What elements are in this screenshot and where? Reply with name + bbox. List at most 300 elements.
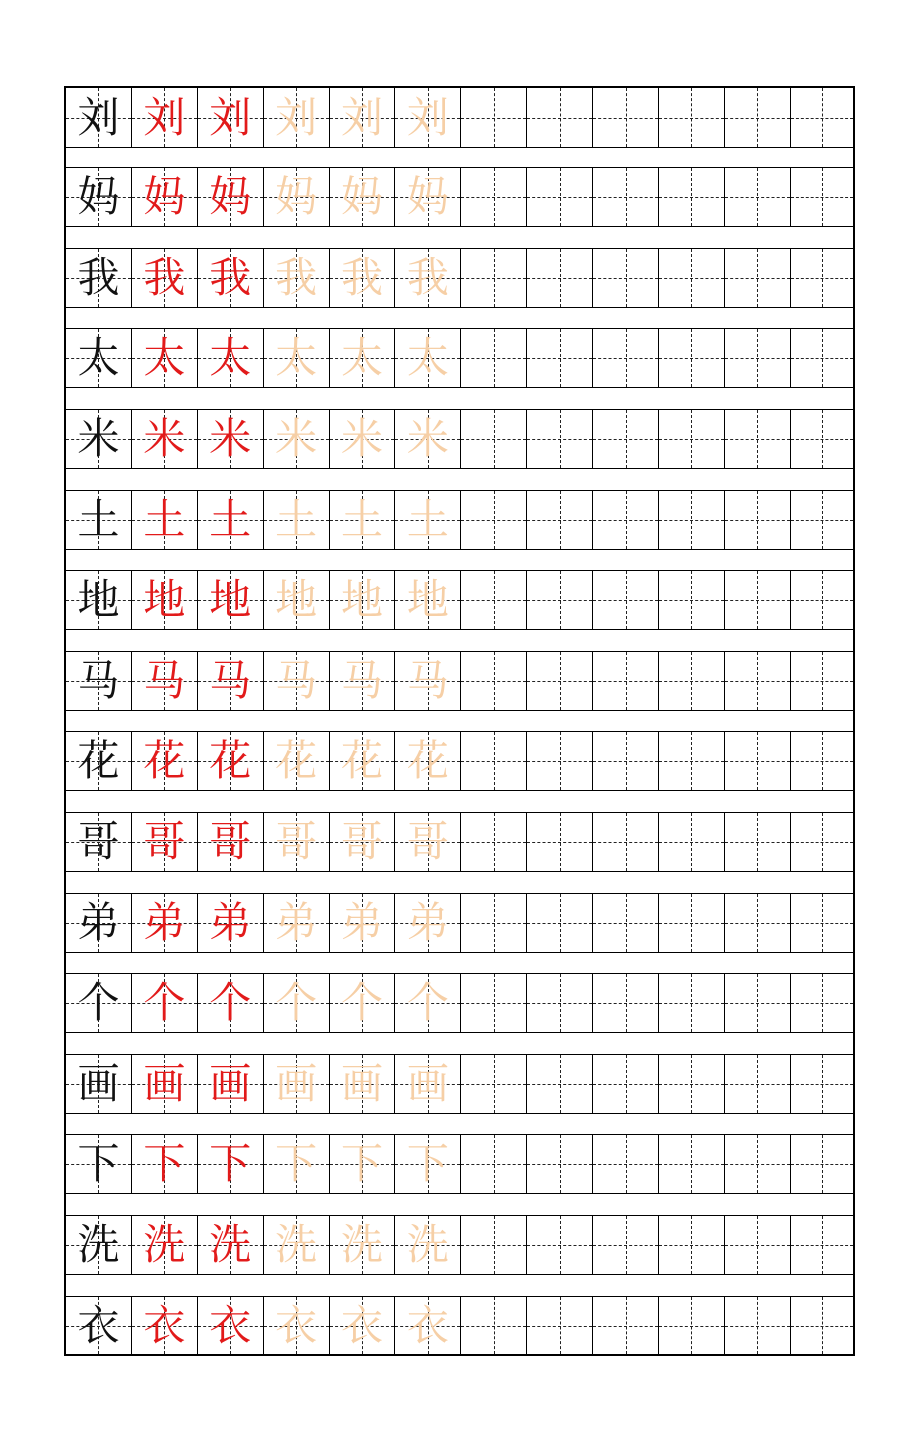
trace-character: 地 [275, 575, 318, 624]
trace-character: 下 [275, 1139, 318, 1188]
blank-writing-cell[interactable] [725, 491, 791, 549]
blank-writing-cell[interactable] [725, 410, 791, 468]
red-example-character: 衣 [209, 1300, 252, 1350]
red-example-cell [132, 813, 198, 871]
trace-character-cell [264, 1297, 330, 1354]
red-example-cell [198, 168, 264, 226]
blank-writing-cell[interactable] [725, 249, 791, 307]
practice-row [66, 1054, 853, 1114]
blank-writing-cell[interactable] [791, 249, 853, 307]
trace-character: 米 [275, 414, 318, 463]
trace-character-cell [395, 329, 461, 387]
character-practice-sheet [64, 86, 855, 1356]
model-character-cell [66, 249, 132, 307]
red-example-character: 马 [209, 656, 252, 705]
trace-character: 太 [275, 333, 318, 382]
red-example-character: 妈 [143, 172, 186, 221]
blank-writing-cell[interactable] [725, 652, 791, 710]
trace-character: 弟 [341, 898, 384, 947]
practice-row [66, 248, 853, 308]
model-character-cell [66, 571, 132, 629]
model-character-cell [66, 491, 132, 549]
practice-row [66, 570, 853, 630]
blank-writing-cell[interactable] [593, 652, 659, 710]
trace-character-cell [264, 1055, 330, 1113]
blank-writing-cell[interactable] [593, 571, 659, 629]
trace-character: 洗 [406, 1220, 449, 1269]
model-character: 洗 [77, 1220, 120, 1269]
red-example-character: 弟 [209, 898, 252, 947]
trace-character-cell [330, 732, 396, 790]
red-example-cell [198, 894, 264, 952]
blank-writing-cell[interactable] [725, 168, 791, 226]
trace-character-cell [395, 571, 461, 629]
red-example-cell [132, 732, 198, 790]
practice-row [66, 973, 853, 1033]
trace-character-cell [330, 894, 396, 952]
trace-character: 太 [341, 333, 384, 382]
trace-character-cell [264, 652, 330, 710]
blank-writing-cell[interactable] [659, 88, 725, 147]
blank-writing-cell[interactable] [725, 813, 791, 871]
model-character-cell [66, 88, 132, 147]
trace-character: 弟 [275, 898, 318, 947]
model-character: 衣 [77, 1300, 120, 1350]
trace-character: 土 [341, 495, 384, 544]
trace-character: 洗 [275, 1220, 318, 1269]
blank-writing-cell[interactable] [461, 168, 527, 226]
red-example-cell [198, 974, 264, 1032]
red-example-character: 太 [209, 333, 252, 382]
trace-character-cell [264, 1216, 330, 1274]
model-character-cell [66, 410, 132, 468]
trace-character: 马 [406, 656, 449, 705]
red-example-cell [198, 571, 264, 629]
red-example-character: 我 [209, 253, 252, 302]
blank-writing-cell[interactable] [659, 1297, 725, 1354]
blank-writing-cell[interactable] [593, 168, 659, 226]
blank-writing-cell[interactable] [659, 813, 725, 871]
trace-character: 米 [406, 414, 449, 463]
model-character-cell [66, 732, 132, 790]
blank-writing-cell[interactable] [659, 732, 725, 790]
red-example-character: 画 [209, 1059, 252, 1108]
blank-writing-cell[interactable] [461, 1297, 527, 1354]
trace-character: 太 [406, 333, 449, 382]
red-example-cell [132, 894, 198, 952]
red-example-cell [132, 1055, 198, 1113]
red-example-character: 我 [143, 253, 186, 302]
blank-writing-cell[interactable] [659, 168, 725, 226]
red-example-cell [198, 491, 264, 549]
red-example-cell [132, 168, 198, 226]
red-example-cell [198, 652, 264, 710]
blank-writing-cell[interactable] [527, 652, 593, 710]
blank-writing-cell[interactable] [593, 732, 659, 790]
blank-writing-cell[interactable] [725, 88, 791, 147]
practice-row [66, 167, 853, 227]
practice-row [66, 812, 853, 872]
red-example-character: 弟 [143, 898, 186, 947]
practice-row [66, 328, 853, 388]
blank-writing-cell[interactable] [461, 249, 527, 307]
model-character: 我 [77, 253, 120, 302]
blank-writing-cell[interactable] [725, 974, 791, 1032]
red-example-character: 土 [209, 495, 252, 544]
blank-writing-cell[interactable] [527, 491, 593, 549]
practice-row [66, 731, 853, 791]
red-example-cell [198, 1216, 264, 1274]
blank-writing-cell[interactable] [725, 329, 791, 387]
red-example-cell [132, 974, 198, 1032]
red-example-cell [198, 813, 264, 871]
blank-writing-cell[interactable] [659, 1216, 725, 1274]
red-example-character: 下 [143, 1139, 186, 1188]
red-example-cell [198, 249, 264, 307]
trace-character: 下 [406, 1139, 449, 1188]
trace-character: 我 [275, 253, 318, 302]
practice-row [66, 409, 853, 469]
trace-character: 画 [341, 1059, 384, 1108]
red-example-character: 刘 [209, 92, 252, 142]
trace-character-cell [330, 410, 396, 468]
blank-writing-cell[interactable] [791, 491, 853, 549]
red-example-cell [132, 410, 198, 468]
blank-writing-cell[interactable] [659, 1055, 725, 1113]
trace-character-cell [330, 249, 396, 307]
trace-character-cell [264, 88, 330, 147]
red-example-character: 洗 [209, 1220, 252, 1269]
blank-writing-cell[interactable] [461, 329, 527, 387]
trace-character: 弟 [406, 898, 449, 947]
blank-writing-cell[interactable] [659, 894, 725, 952]
red-example-character: 米 [143, 414, 186, 463]
blank-writing-cell[interactable] [461, 974, 527, 1032]
blank-writing-cell[interactable] [725, 1055, 791, 1113]
trace-character-cell [330, 652, 396, 710]
red-example-cell [132, 1297, 198, 1354]
red-example-character: 地 [209, 575, 252, 624]
trace-character: 马 [275, 656, 318, 705]
trace-character-cell [330, 974, 396, 1032]
blank-writing-cell[interactable] [659, 249, 725, 307]
blank-writing-cell[interactable] [527, 571, 593, 629]
trace-character-cell [330, 168, 396, 226]
model-character: 地 [77, 575, 120, 624]
trace-character-cell [264, 894, 330, 952]
trace-character: 衣 [275, 1300, 318, 1350]
model-character: 哥 [77, 817, 120, 866]
blank-writing-cell[interactable] [527, 88, 593, 147]
blank-writing-cell[interactable] [725, 732, 791, 790]
model-character: 弟 [77, 898, 120, 947]
blank-writing-cell[interactable] [659, 652, 725, 710]
model-character: 下 [77, 1139, 120, 1188]
model-character: 花 [77, 736, 120, 785]
blank-writing-cell[interactable] [527, 410, 593, 468]
model-character-cell [66, 652, 132, 710]
blank-writing-cell[interactable] [725, 1135, 791, 1193]
model-character-cell [66, 1216, 132, 1274]
blank-writing-cell[interactable] [791, 88, 853, 147]
trace-character: 刘 [275, 92, 318, 142]
blank-writing-cell[interactable] [725, 894, 791, 952]
blank-writing-cell[interactable] [725, 1297, 791, 1354]
blank-writing-cell[interactable] [527, 168, 593, 226]
trace-character-cell [330, 491, 396, 549]
trace-character: 衣 [406, 1300, 449, 1350]
trace-character-cell [395, 410, 461, 468]
practice-row [66, 1296, 853, 1354]
blank-writing-cell[interactable] [527, 1055, 593, 1113]
model-character-cell [66, 329, 132, 387]
trace-character: 我 [341, 253, 384, 302]
blank-writing-cell[interactable] [791, 1216, 853, 1274]
blank-writing-cell[interactable] [791, 1055, 853, 1113]
practice-row [66, 1215, 853, 1275]
blank-writing-cell[interactable] [791, 974, 853, 1032]
trace-character-cell [264, 813, 330, 871]
blank-writing-cell[interactable] [461, 813, 527, 871]
blank-writing-cell[interactable] [659, 974, 725, 1032]
model-character-cell [66, 1135, 132, 1193]
blank-writing-cell[interactable] [527, 329, 593, 387]
trace-character: 花 [275, 736, 318, 785]
model-character: 画 [77, 1059, 120, 1108]
practice-row [66, 490, 853, 550]
red-example-character: 土 [143, 495, 186, 544]
blank-writing-cell[interactable] [725, 571, 791, 629]
trace-character: 花 [406, 736, 449, 785]
blank-writing-cell[interactable] [461, 571, 527, 629]
blank-writing-cell[interactable] [461, 732, 527, 790]
trace-character: 画 [275, 1059, 318, 1108]
blank-writing-cell[interactable] [593, 329, 659, 387]
trace-character: 花 [341, 736, 384, 785]
trace-character-cell [395, 813, 461, 871]
trace-character-cell [395, 1297, 461, 1354]
trace-character-cell [395, 732, 461, 790]
red-example-character: 个 [143, 978, 186, 1027]
red-example-cell [198, 1297, 264, 1354]
model-character: 妈 [77, 172, 120, 221]
blank-writing-cell[interactable] [659, 571, 725, 629]
red-example-character: 太 [143, 333, 186, 382]
trace-character: 画 [406, 1059, 449, 1108]
blank-writing-cell[interactable] [791, 168, 853, 226]
blank-writing-cell[interactable] [659, 410, 725, 468]
trace-character-cell [264, 974, 330, 1032]
model-character: 土 [77, 495, 120, 544]
blank-writing-cell[interactable] [461, 1135, 527, 1193]
trace-character-cell [330, 1135, 396, 1193]
trace-character-cell [395, 652, 461, 710]
blank-writing-cell[interactable] [527, 1135, 593, 1193]
trace-character: 刘 [406, 92, 449, 142]
trace-character-cell [395, 491, 461, 549]
blank-writing-cell[interactable] [725, 1216, 791, 1274]
blank-writing-cell[interactable] [593, 974, 659, 1032]
blank-writing-cell[interactable] [791, 894, 853, 952]
trace-character: 妈 [275, 172, 318, 221]
model-character-cell [66, 974, 132, 1032]
model-character: 刘 [77, 92, 120, 142]
model-character-cell [66, 894, 132, 952]
red-example-cell [198, 732, 264, 790]
practice-row [66, 893, 853, 953]
red-example-character: 洗 [143, 1220, 186, 1269]
red-example-cell [132, 1216, 198, 1274]
red-example-character: 妈 [209, 172, 252, 221]
blank-writing-cell[interactable] [593, 894, 659, 952]
blank-writing-cell[interactable] [791, 732, 853, 790]
blank-writing-cell[interactable] [527, 1216, 593, 1274]
trace-character: 地 [406, 575, 449, 624]
trace-character-cell [264, 249, 330, 307]
blank-writing-cell[interactable] [593, 491, 659, 549]
red-example-character: 米 [209, 414, 252, 463]
trace-character-cell [264, 1135, 330, 1193]
trace-character: 哥 [406, 817, 449, 866]
trace-character-cell [330, 329, 396, 387]
trace-character: 洗 [341, 1220, 384, 1269]
model-character: 米 [77, 414, 120, 463]
red-example-character: 画 [143, 1059, 186, 1108]
trace-character-cell [264, 329, 330, 387]
trace-character: 个 [406, 978, 449, 1027]
red-example-cell [132, 491, 198, 549]
trace-character: 地 [341, 575, 384, 624]
model-character-cell [66, 1297, 132, 1354]
trace-character-cell [395, 1135, 461, 1193]
trace-character-cell [330, 1216, 396, 1274]
red-example-cell [132, 652, 198, 710]
blank-writing-cell[interactable] [593, 410, 659, 468]
practice-row [66, 651, 853, 711]
blank-writing-cell[interactable] [593, 1297, 659, 1354]
red-example-cell [198, 88, 264, 147]
trace-character-cell [264, 491, 330, 549]
red-example-cell [132, 249, 198, 307]
red-example-character: 花 [143, 736, 186, 785]
red-example-character: 下 [209, 1139, 252, 1188]
blank-writing-cell[interactable] [593, 88, 659, 147]
trace-character-cell [395, 88, 461, 147]
blank-writing-cell[interactable] [527, 732, 593, 790]
blank-writing-cell[interactable] [527, 974, 593, 1032]
blank-writing-cell[interactable] [791, 410, 853, 468]
red-example-character: 地 [143, 575, 186, 624]
trace-character-cell [264, 168, 330, 226]
trace-character: 个 [341, 978, 384, 1027]
blank-writing-cell[interactable] [659, 329, 725, 387]
blank-writing-cell[interactable] [791, 1135, 853, 1193]
trace-character-cell [395, 1055, 461, 1113]
red-example-character: 刘 [143, 92, 186, 142]
blank-writing-cell[interactable] [527, 813, 593, 871]
blank-writing-cell[interactable] [593, 1216, 659, 1274]
red-example-cell [198, 410, 264, 468]
trace-character: 我 [406, 253, 449, 302]
blank-writing-cell[interactable] [461, 410, 527, 468]
red-example-character: 衣 [143, 1300, 186, 1350]
blank-writing-cell[interactable] [461, 88, 527, 147]
blank-writing-cell[interactable] [461, 894, 527, 952]
trace-character: 哥 [341, 817, 384, 866]
red-example-cell [132, 329, 198, 387]
red-example-cell [198, 1055, 264, 1113]
blank-writing-cell[interactable] [659, 1135, 725, 1193]
blank-writing-cell[interactable] [791, 652, 853, 710]
model-character: 太 [77, 333, 120, 382]
model-character: 马 [77, 656, 120, 705]
trace-character: 土 [275, 495, 318, 544]
blank-writing-cell[interactable] [659, 491, 725, 549]
trace-character-cell [330, 813, 396, 871]
trace-character: 哥 [275, 817, 318, 866]
blank-writing-cell[interactable] [791, 571, 853, 629]
red-example-character: 哥 [143, 817, 186, 866]
trace-character-cell [264, 732, 330, 790]
trace-character-cell [330, 88, 396, 147]
trace-character-cell [395, 1216, 461, 1274]
blank-writing-cell[interactable] [527, 1297, 593, 1354]
trace-character-cell [395, 894, 461, 952]
trace-character-cell [395, 168, 461, 226]
trace-character: 米 [341, 414, 384, 463]
red-example-cell [132, 571, 198, 629]
model-character-cell [66, 1055, 132, 1113]
model-character-cell [66, 168, 132, 226]
red-example-cell [132, 1135, 198, 1193]
red-example-character: 哥 [209, 817, 252, 866]
trace-character: 马 [341, 656, 384, 705]
red-example-cell [132, 88, 198, 147]
blank-writing-cell[interactable] [461, 1055, 527, 1113]
blank-writing-cell[interactable] [527, 249, 593, 307]
practice-row [66, 88, 853, 148]
red-example-cell [198, 1135, 264, 1193]
trace-character-cell [264, 571, 330, 629]
trace-character: 刘 [341, 92, 384, 142]
red-example-character: 个 [209, 978, 252, 1027]
trace-character: 个 [275, 978, 318, 1027]
blank-writing-cell[interactable] [791, 329, 853, 387]
blank-writing-cell[interactable] [593, 1055, 659, 1113]
trace-character: 衣 [341, 1300, 384, 1350]
trace-character-cell [395, 974, 461, 1032]
blank-writing-cell[interactable] [461, 1216, 527, 1274]
blank-writing-cell[interactable] [791, 813, 853, 871]
trace-character: 下 [341, 1139, 384, 1188]
trace-character: 妈 [341, 172, 384, 221]
blank-writing-cell[interactable] [593, 1135, 659, 1193]
blank-writing-cell[interactable] [593, 813, 659, 871]
red-example-character: 花 [209, 736, 252, 785]
blank-writing-cell[interactable] [461, 652, 527, 710]
blank-writing-cell[interactable] [593, 249, 659, 307]
trace-character-cell [330, 571, 396, 629]
trace-character: 妈 [406, 172, 449, 221]
blank-writing-cell[interactable] [791, 1297, 853, 1354]
trace-character-cell [330, 1297, 396, 1354]
blank-writing-cell[interactable] [461, 491, 527, 549]
blank-writing-cell[interactable] [527, 894, 593, 952]
trace-character-cell [395, 249, 461, 307]
trace-character-cell [264, 410, 330, 468]
red-example-character: 马 [143, 656, 186, 705]
red-example-cell [198, 329, 264, 387]
